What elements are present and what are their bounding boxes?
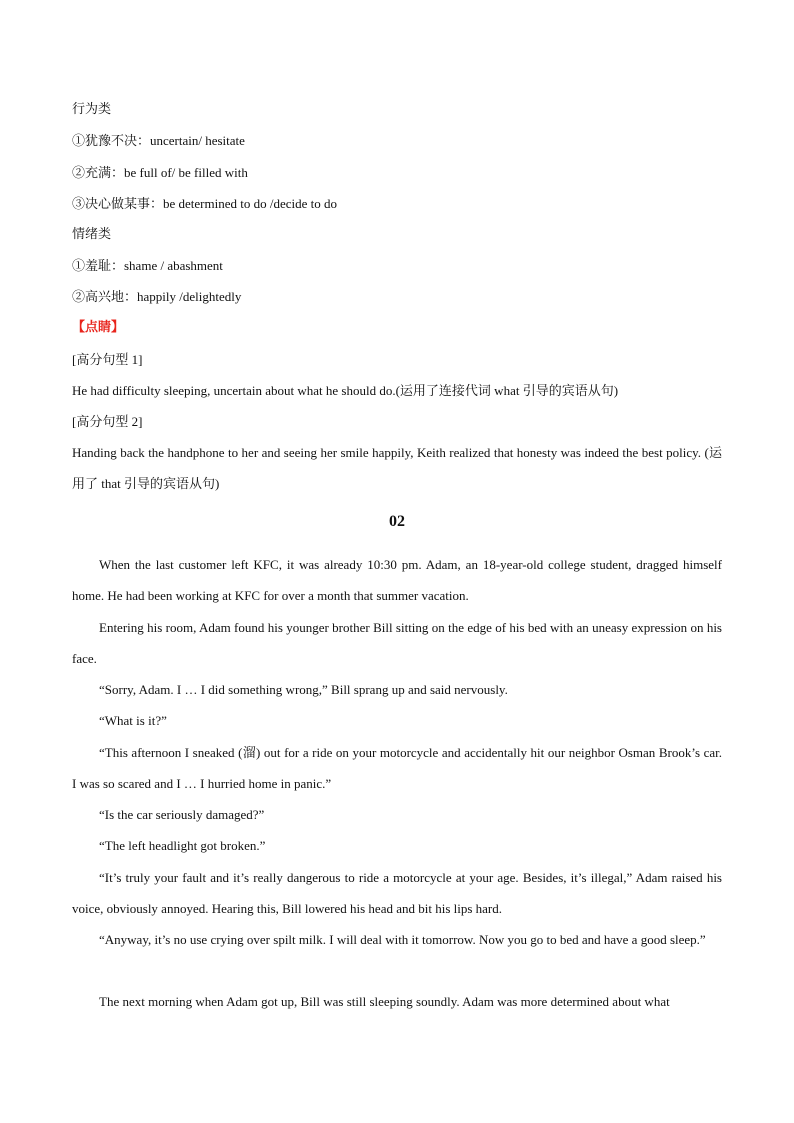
vocab-item: ①羞耻：shame / abashment xyxy=(72,258,223,273)
sentence-pattern-text: He had difficulty sleeping, uncertain about what he should do.(运用了连接代词 what 引导的宾语从句) xyxy=(72,383,619,398)
behavior-category-title: 行为类 xyxy=(72,102,112,117)
highlight-heading: 【点睛】 xyxy=(72,320,125,335)
vocab-item: ②充满：be full of/ be filled with xyxy=(72,165,248,180)
sentence-pattern-label: [高分句型 2] xyxy=(72,414,143,429)
vocab-item: ③决心做某事：be determined to do /decide to do xyxy=(72,196,338,211)
story-paragraph: “This afternoon I sneaked (溜) out for a ride on your motorcycle and accidentally hit our neighbor Osman Brook’s car. I was so scared and I … I hurried home in panic.” xyxy=(72,745,722,791)
vocab-item: ②高兴地：happily /delightedly xyxy=(72,289,242,304)
story-paragraph: “Sorry, Adam. I … I did something wrong,” Bill sprang up and said nervously. xyxy=(99,682,508,697)
story-paragraph: When the last customer left KFC, it was already 10:30 pm. Adam, an 18-year-old college student, dragged himself home. He had been working at KFC for over a month that summer vacation. xyxy=(72,557,722,603)
story-paragraph: “Anyway, it’s no use crying over spilt milk. I will deal with it tomorrow. Now you go to bed and have a good sleep.” xyxy=(99,932,706,947)
emotion-category-title: 情绪类 xyxy=(72,227,112,242)
story-paragraph: Entering his room, Adam found his younger brother Bill sitting on the edge of his bed with an uneasy expression on his face. xyxy=(72,620,722,666)
section-number: 02 xyxy=(389,513,405,530)
story-paragraph: “What is it?” xyxy=(99,713,167,728)
story-paragraph: “The left headlight got broken.” xyxy=(99,838,266,853)
sentence-pattern-text: Handing back the handphone to her and seeing her smile happily, Keith realized that honesty was indeed the best policy. (运用了 that 引导的宾语从句) xyxy=(72,445,722,491)
story-paragraph: “It’s truly your fault and it’s really dangerous to ride a motorcycle at your age. Besides, it’s illegal,” Adam raised his voice, obviously annoyed. Hearing this, Bill lowered his head and bit his lips hard. xyxy=(72,870,722,916)
sentence-pattern-label: [高分句型 1] xyxy=(72,352,143,367)
story-paragraph: “Is the car seriously damaged?” xyxy=(99,807,265,822)
story-paragraph: The next morning when Adam got up, Bill was still sleeping soundly. Adam was more determined about what xyxy=(99,994,670,1009)
vocab-item: ①犹豫不决：uncertain/ hesitate xyxy=(72,133,245,148)
